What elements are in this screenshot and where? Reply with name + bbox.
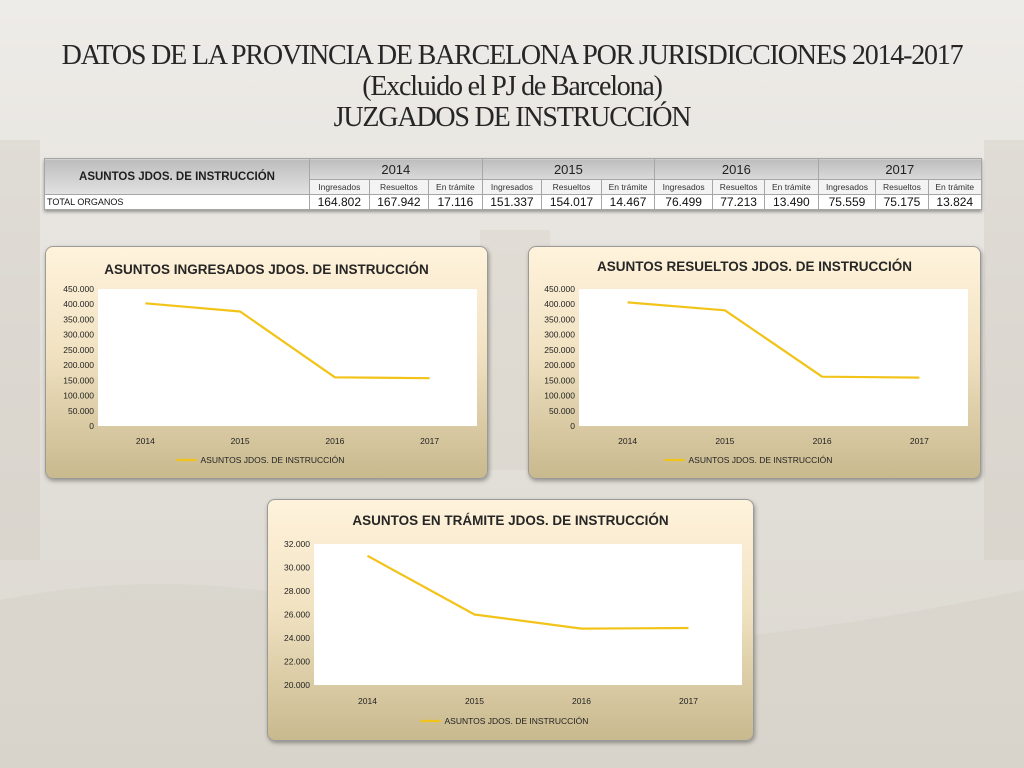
- year-2016-header: 2016: [655, 159, 818, 180]
- x-tick-label: 2016: [325, 436, 345, 446]
- table-cell: 154.017: [542, 195, 602, 210]
- y-tick-label: 0: [89, 421, 94, 431]
- y-tick-label: 100.000: [63, 390, 94, 401]
- subheader-en-tramite: En trámite: [765, 180, 818, 195]
- x-tick-label: 2016: [812, 436, 832, 446]
- year-2017-header: 2017: [818, 159, 981, 180]
- y-tick-label: 32.000: [284, 539, 310, 549]
- y-tick-label: 350.000: [544, 314, 575, 325]
- table-cell: 13.824: [928, 195, 981, 210]
- y-tick-label: 50.000: [68, 405, 94, 416]
- year-2014-header: 2014: [310, 159, 483, 180]
- table-cell: 13.490: [765, 195, 818, 210]
- table-cell: 14.467: [601, 195, 654, 210]
- table-cell: 77.213: [713, 195, 765, 210]
- x-tick-label: 2014: [618, 436, 638, 446]
- y-tick-label: 100.000: [544, 390, 575, 401]
- legend-label: ASUNTOS JDOS. DE INSTRUCCIÓN: [688, 455, 833, 465]
- y-tick-label: 200.000: [544, 360, 575, 371]
- table-cell: 151.337: [482, 195, 542, 210]
- y-tick-label: 150.000: [544, 375, 575, 386]
- subheader-en-tramite: En trámite: [928, 180, 981, 195]
- table-cell: 75.175: [876, 195, 928, 210]
- chart-panel-en-tramite: [267, 499, 754, 741]
- chart-en-tramite: [268, 500, 753, 740]
- subheader-en-tramite: En trámite: [601, 180, 654, 195]
- title-line-2: (Excluido el PJ de Barcelona): [362, 71, 662, 102]
- y-tick-label: 20.000: [284, 680, 310, 690]
- chart-title: ASUNTOS RESUELTOS JDOS. DE INSTRUCCIÓN: [596, 259, 913, 274]
- subheader-ingresados: Ingresados: [482, 180, 542, 195]
- legend-label: ASUNTOS JDOS. DE INSTRUCCIÓN: [200, 455, 345, 465]
- subheader-resueltos: Resueltos: [542, 180, 602, 195]
- table-cell: 164.802: [310, 195, 370, 210]
- year-header-row: [45, 159, 982, 180]
- y-tick-label: 400.000: [544, 299, 575, 310]
- table-cell: 167.942: [369, 195, 429, 210]
- y-tick-label: 28.000: [284, 586, 310, 596]
- x-tick-label: 2016: [572, 696, 591, 706]
- y-tick-label: 250.000: [63, 344, 94, 355]
- chart-title: ASUNTOS INGRESADOS JDOS. DE INSTRUCCIÓN: [104, 262, 429, 277]
- x-tick-label: 2015: [230, 436, 250, 446]
- y-tick-label: 450.000: [63, 284, 94, 294]
- y-tick-label: 26.000: [284, 609, 310, 620]
- subheader-ingresados: Ingresados: [818, 180, 876, 195]
- x-tick-label: 2017: [909, 436, 929, 446]
- chart-title: ASUNTOS EN TRÁMITE JDOS. DE INSTRUCCIÓN: [352, 513, 669, 528]
- y-tick-label: 300.000: [63, 329, 94, 340]
- table-row: [45, 195, 982, 210]
- y-tick-label: 450.000: [544, 284, 575, 294]
- table-corner-label: ASUNTOS JDOS. DE INSTRUCCIÓN: [45, 159, 310, 195]
- x-tick-label: 2014: [358, 696, 377, 706]
- subheader-resueltos: Resueltos: [876, 180, 928, 195]
- y-tick-label: 0: [570, 421, 575, 431]
- year-2015-header: 2015: [482, 159, 655, 180]
- chart-panel-resueltos: [528, 246, 981, 479]
- y-tick-label: 150.000: [63, 375, 94, 386]
- page-title: [0, 40, 1024, 133]
- y-tick-label: 400.000: [63, 299, 94, 310]
- y-tick-label: 300.000: [544, 329, 575, 340]
- subheader-ingresados: Ingresados: [310, 180, 370, 195]
- x-tick-label: 2015: [465, 696, 484, 706]
- subheader-ingresados: Ingresados: [655, 180, 713, 195]
- y-tick-label: 50.000: [549, 405, 575, 416]
- summary-table: [44, 158, 982, 210]
- y-tick-label: 250.000: [544, 344, 575, 355]
- y-tick-label: 30.000: [284, 562, 310, 573]
- y-tick-label: 22.000: [284, 656, 310, 667]
- y-tick-label: 200.000: [63, 360, 94, 371]
- subheader-resueltos: Resueltos: [713, 180, 765, 195]
- table-cell: 75.559: [818, 195, 876, 210]
- chart-ingresados: [46, 247, 487, 478]
- subheader-resueltos: Resueltos: [369, 180, 429, 195]
- legend-label: ASUNTOS JDOS. DE INSTRUCCIÓN: [444, 716, 589, 726]
- table-cell: 76.499: [655, 195, 713, 210]
- x-tick-label: 2015: [715, 436, 735, 446]
- subheader-en-tramite: En trámite: [429, 180, 482, 195]
- plot-area: [579, 289, 968, 426]
- row-label: TOTAL ORGANOS: [45, 195, 310, 210]
- x-tick-label: 2017: [679, 696, 698, 706]
- x-tick-label: 2017: [420, 436, 440, 446]
- y-tick-label: 350.000: [63, 314, 94, 325]
- title-line-3: JUZGADOS DE INSTRUCCIÓN: [333, 102, 691, 133]
- title-line-1: DATOS DE LA PROVINCIA DE BARCELONA POR JURISDICCIONES 2014-2017: [61, 40, 963, 71]
- plot-area: [98, 289, 477, 426]
- table-cell: 17.116: [429, 195, 482, 210]
- plot-area: [314, 544, 742, 685]
- chart-panel-ingresados: [45, 246, 488, 479]
- chart-resueltos: [529, 247, 980, 478]
- x-tick-label: 2014: [135, 436, 155, 446]
- y-tick-label: 24.000: [284, 633, 310, 643]
